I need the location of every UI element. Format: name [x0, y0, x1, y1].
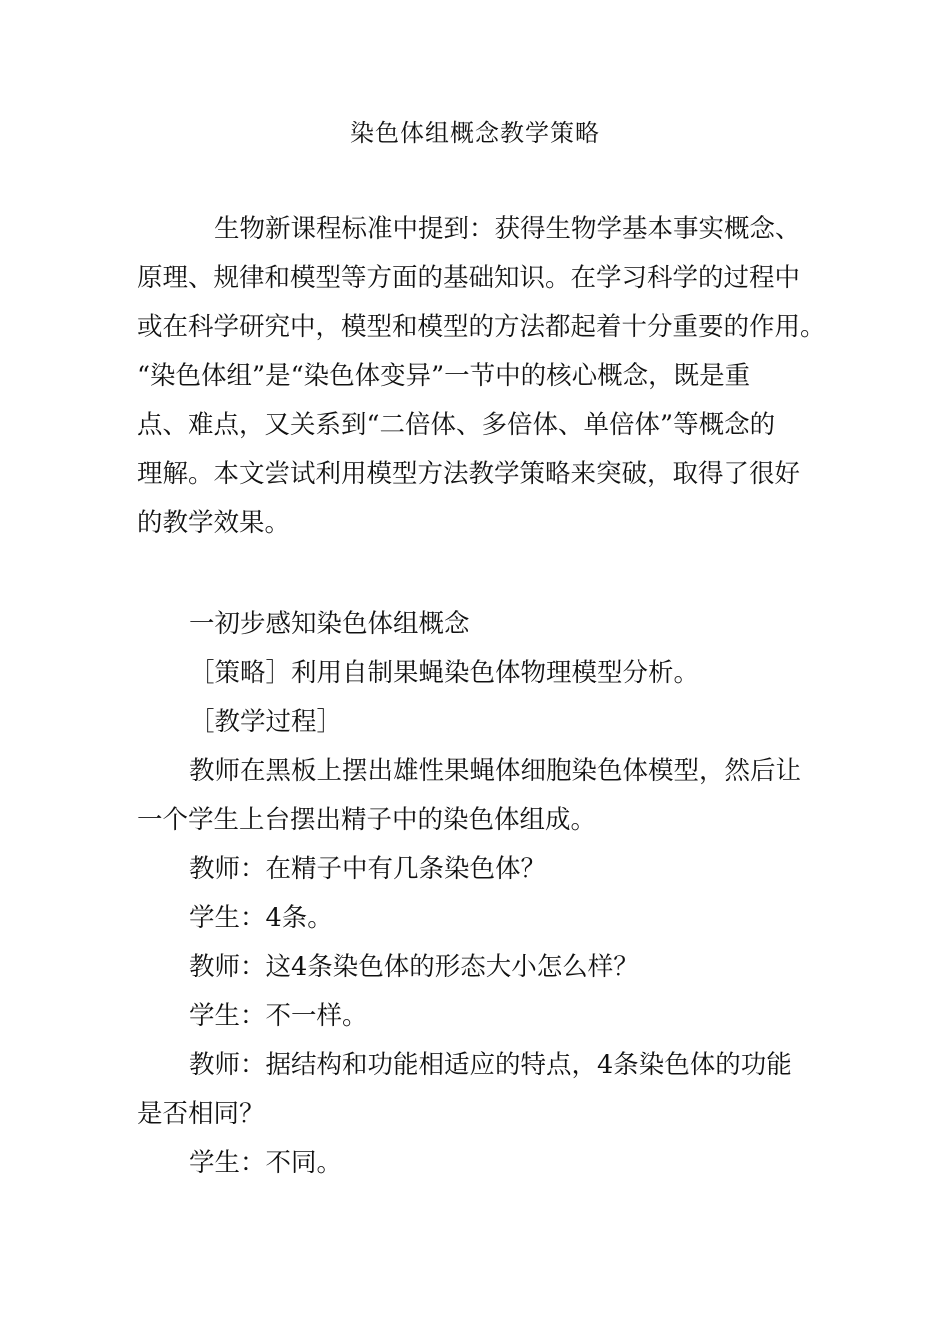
dialogue-line: 是否相同？ — [137, 1099, 265, 1129]
dialogue-line: 教师：据结构和功能相适应的特点，4条染色体的功能 — [189, 1050, 792, 1080]
intro-line: 或在科学研究中，模型和模型的方法都起着十分重要的作用。 — [137, 312, 826, 342]
intro-line: 原理、规律和模型等方面的基础知识。在学习科学的过程中 — [137, 263, 801, 293]
strategy-line: ［策略］利用自制果蝇染色体物理模型分析。 — [189, 658, 700, 688]
process-line: 教师在黑板上摆出雄性果蝇体细胞染色体模型，然后让 — [189, 756, 802, 786]
dialogue-line: 学生：不一样。 — [189, 1001, 368, 1031]
dialogue-line: 学生：不同。 — [189, 1148, 343, 1178]
section-one — [137, 600, 827, 1188]
intro-line: “染色体组”是“染色体变异”一节中的核心概念，既是重 — [137, 361, 751, 391]
process-line: 一个学生上台摆出精子中的染色体组成。 — [137, 805, 597, 835]
document-title: 染色体组概念教学策略 — [350, 119, 600, 147]
intro-line: 生物新课程标准中提到：获得生物学基本事实概念、 — [214, 214, 801, 244]
dialogue-line: 教师：在精子中有几条染色体？ — [189, 854, 547, 884]
intro-line: 的教学效果。 — [137, 508, 291, 538]
intro-line: 理解。本文尝试利用模型方法教学策略来突破，取得了很好 — [137, 459, 801, 489]
dialogue-line: 学生：4条。 — [189, 903, 333, 933]
intro-line: 点、难点，又关系到“二倍体、多倍体、单倍体”等概念的 — [137, 410, 776, 440]
process-heading: ［教学过程］ — [189, 707, 343, 737]
section-heading: 一初步感知染色体组概念 — [189, 609, 470, 639]
intro-paragraph — [137, 205, 827, 548]
dialogue-line: 教师：这4条染色体的形态大小怎么样？ — [189, 952, 639, 982]
